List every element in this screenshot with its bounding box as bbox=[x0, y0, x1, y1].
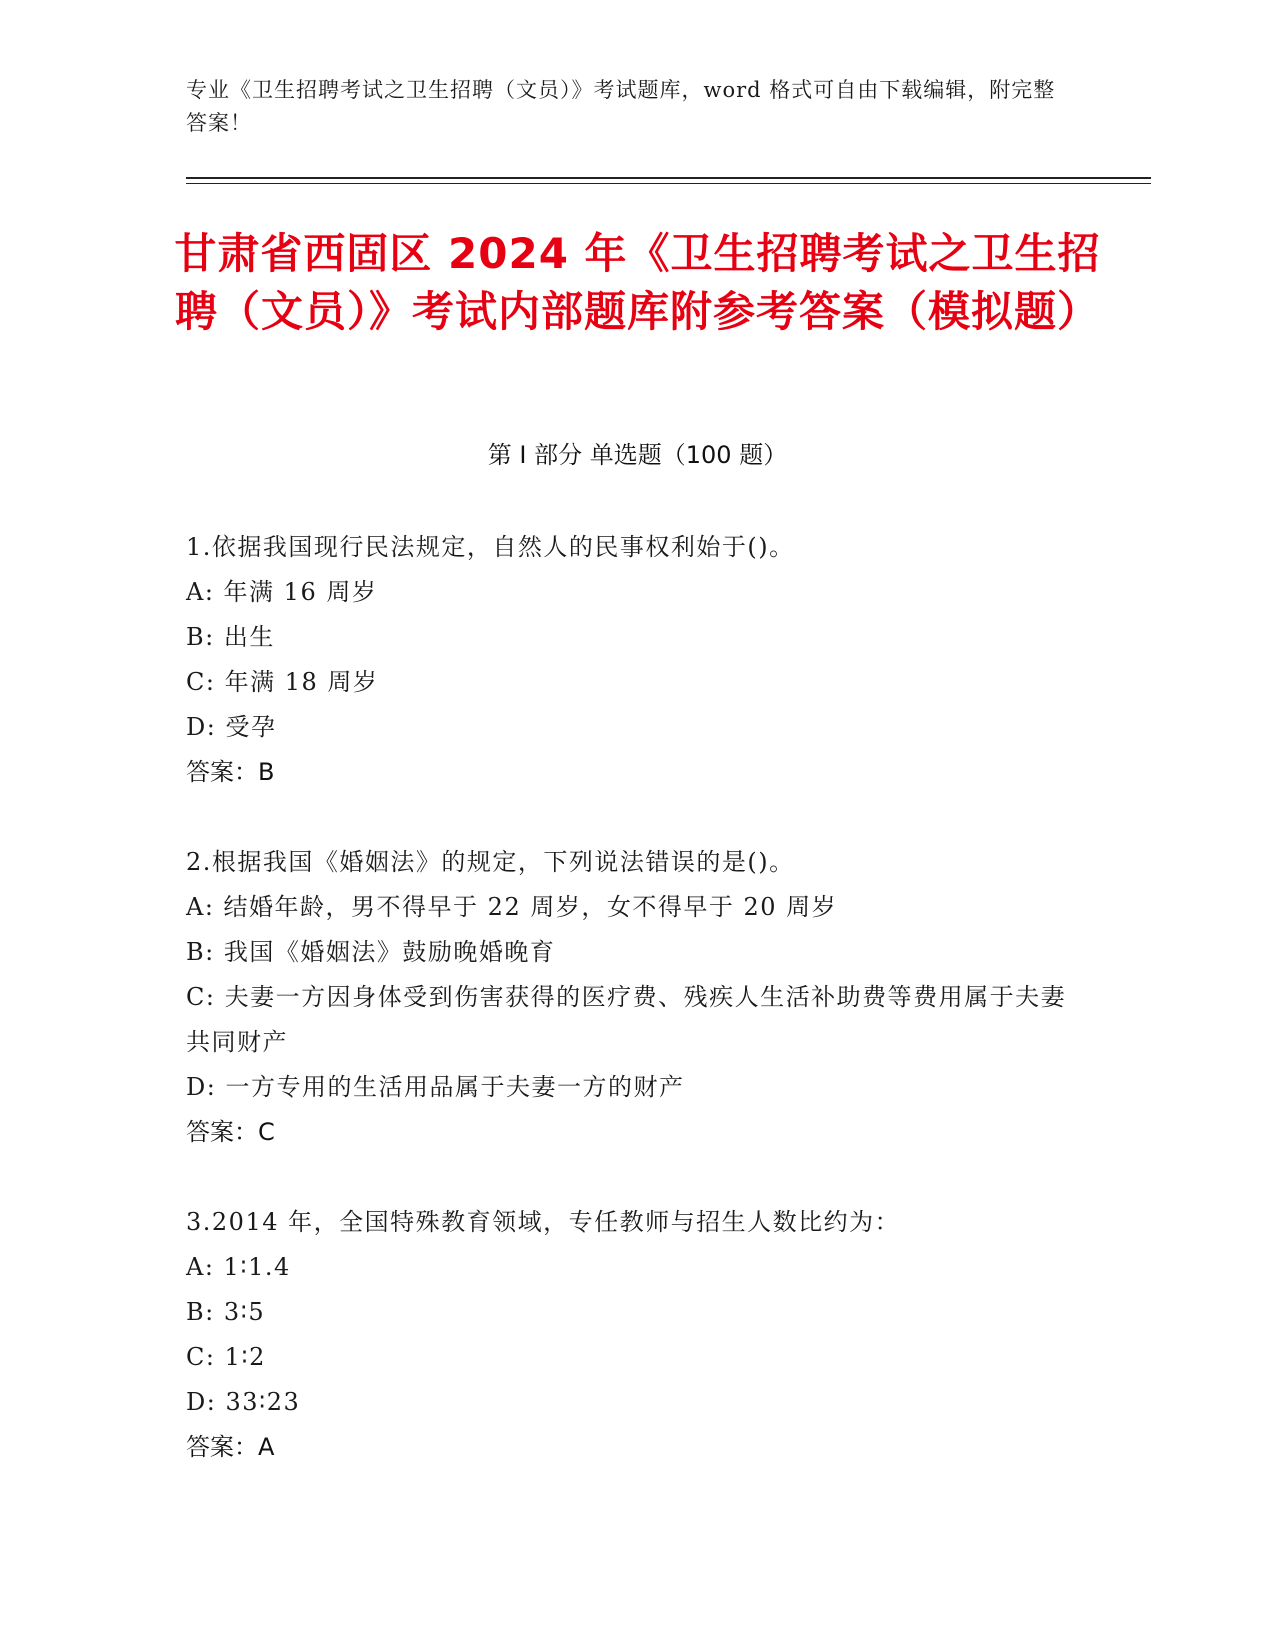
option-c: C: 夫妻一方因身体受到伤害获得的医疗费、残疾人生活补助费等费用属于夫妻共同财产 bbox=[186, 983, 1067, 1056]
option-a: A: 年满 16 周岁 bbox=[186, 578, 378, 606]
option-c: C: 1∶2 bbox=[186, 1343, 266, 1371]
header-note: 专业《卫生招聘考试之卫生招聘（文员）》考试题库，word 格式可自由下载编辑，附完整答案！ bbox=[186, 78, 1056, 135]
question-stem: 2.根据我国《婚姻法》的规定，下列说法错误的是()。 bbox=[186, 848, 795, 876]
option-d: D: 一方专用的生活用品属于夫妻一方的财产 bbox=[186, 1073, 685, 1101]
header-divider-thin bbox=[186, 183, 1151, 184]
option-d: D: 受孕 bbox=[186, 713, 277, 741]
question-2 bbox=[186, 840, 1086, 1155]
option-c: C: 年满 18 周岁 bbox=[186, 668, 379, 696]
question-list bbox=[186, 525, 1086, 1515]
document-title: 甘肃省西固区 2024 年《卫生招聘考试之卫生招聘（文员）》考试内部题库附参考答案（模拟题） bbox=[174, 229, 1101, 336]
header-divider-thick bbox=[186, 177, 1151, 179]
option-d: D: 33∶23 bbox=[186, 1388, 301, 1416]
option-b: B: 3∶5 bbox=[186, 1298, 266, 1326]
question-1 bbox=[186, 525, 1086, 795]
option-b: B: 我国《婚姻法》鼓励晚婚晚育 bbox=[186, 938, 556, 966]
answer-line: 答案：B bbox=[186, 758, 275, 786]
question-3 bbox=[186, 1200, 1086, 1470]
question-stem: 3.2014 年，全国特殊教育领域，专任教师与招生人数比约为： bbox=[186, 1208, 901, 1236]
option-a: A: 1∶1.4 bbox=[186, 1253, 291, 1281]
option-b: B: 出生 bbox=[186, 623, 275, 651]
question-stem: 1.依据我国现行民法规定，自然人的民事权利始于()。 bbox=[186, 533, 795, 561]
answer-line: 答案：C bbox=[186, 1118, 275, 1146]
section-heading: 第 I 部分 单选题（100 题） bbox=[487, 441, 788, 469]
answer-line: 答案：A bbox=[186, 1433, 275, 1461]
option-a: A: 结婚年龄，男不得早于 22 周岁，女不得早于 20 周岁 bbox=[186, 893, 838, 921]
